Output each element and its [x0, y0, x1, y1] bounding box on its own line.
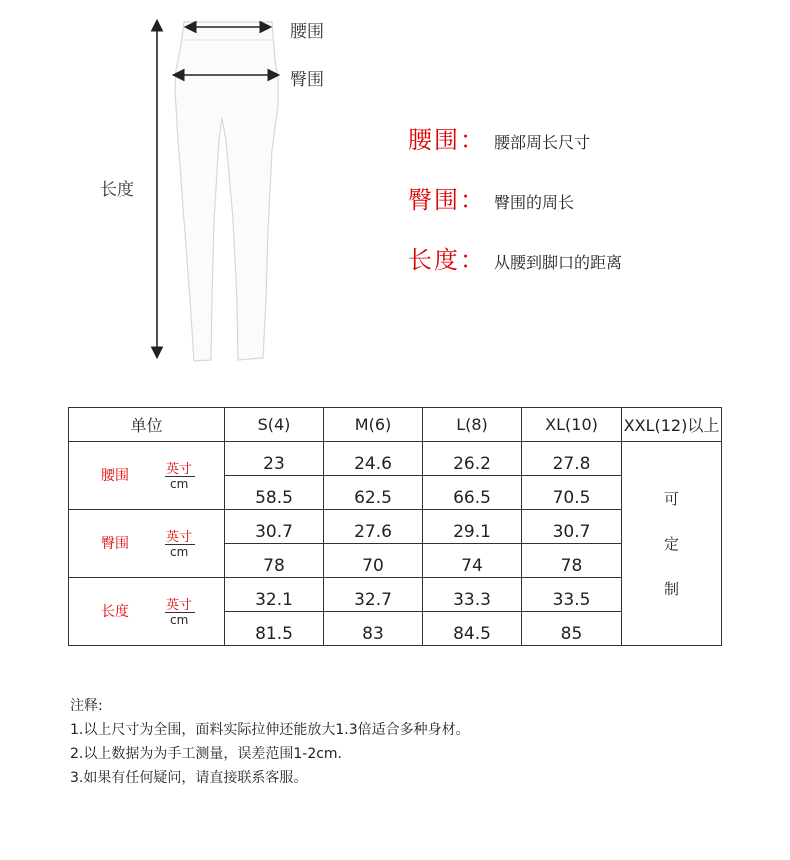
- size-table: [68, 407, 722, 646]
- table-cell: 32.1: [225, 578, 324, 612]
- definition-desc: 臀围的周长: [494, 193, 575, 212]
- header-cell-xl: XL(10): [522, 408, 622, 442]
- note-item: 1.以上尺寸为全围，面料实际拉伸还能放大1.3倍适合多种身材。: [70, 722, 470, 738]
- table-cell: 78: [225, 544, 324, 578]
- unit-inch: 英寸: [166, 530, 193, 545]
- hip-label: 臀围: [290, 70, 324, 90]
- table-cell: 24.6: [324, 442, 423, 476]
- table-cell: 30.7: [522, 510, 622, 544]
- row-header-waist: [69, 442, 225, 510]
- unit-inch: 英寸: [166, 462, 193, 477]
- size-diagram: [0, 0, 790, 380]
- measure-name: 臀围: [101, 536, 129, 552]
- custom-size-cell: [622, 442, 722, 646]
- table-cell: 27.8: [522, 442, 622, 476]
- measure-name: 长度: [101, 604, 129, 620]
- waist-label: 腰围: [290, 22, 324, 42]
- note-item: 3.如果有任何疑问，请直接联系客服。: [70, 770, 308, 786]
- length-label: 长度: [100, 180, 134, 200]
- table-cell: 32.7: [324, 578, 423, 612]
- table-cell: 74: [423, 544, 522, 578]
- notes-section: [70, 694, 470, 790]
- notes-title: 注释:: [70, 698, 103, 714]
- definition-colon: ：: [460, 246, 484, 274]
- table-row: [69, 442, 722, 476]
- row-header-length: [69, 578, 225, 646]
- definition-desc: 腰部周长尺寸: [494, 133, 591, 152]
- definition-colon: ：: [460, 186, 484, 214]
- definition-term: 臀围: [408, 186, 460, 214]
- unit-cm: cm: [170, 477, 189, 491]
- definition-term: 腰围: [408, 126, 460, 154]
- definition-desc: 从腰到脚口的距离: [494, 253, 623, 272]
- table-cell: 78: [522, 544, 622, 578]
- header-cell-m: M(6): [324, 408, 423, 442]
- header-cell-xxl: XXL(12)以上: [622, 408, 722, 442]
- header-cell-l: L(8): [423, 408, 522, 442]
- custom-char: 可: [663, 490, 679, 508]
- table-cell: 33.5: [522, 578, 622, 612]
- definition-waist: [408, 120, 590, 155]
- table-cell: 84.5: [423, 612, 522, 646]
- note-item: 2.以上数据为为手工测量，误差范围1-2cm.: [70, 746, 343, 762]
- definition-colon: ：: [460, 126, 484, 154]
- header-cell-unit: 单位: [69, 408, 225, 442]
- table-cell: 70.5: [522, 476, 622, 510]
- table-cell: 26.2: [423, 442, 522, 476]
- custom-char: 定: [663, 535, 679, 553]
- table-header-row: [69, 408, 722, 442]
- table-cell: 27.6: [324, 510, 423, 544]
- table-cell: 23: [225, 442, 324, 476]
- definition-length: [408, 240, 622, 275]
- definition-term: 长度: [408, 246, 460, 274]
- table-cell: 62.5: [324, 476, 423, 510]
- table-cell: 30.7: [225, 510, 324, 544]
- unit-cm: cm: [170, 545, 189, 559]
- table-cell: 81.5: [225, 612, 324, 646]
- measure-name: 腰围: [101, 468, 129, 484]
- custom-char: 制: [663, 580, 679, 598]
- table-cell: 58.5: [225, 476, 324, 510]
- unit-cm: cm: [170, 613, 189, 627]
- table-cell: 85: [522, 612, 622, 646]
- table-cell: 29.1: [423, 510, 522, 544]
- row-header-hip: [69, 510, 225, 578]
- table-cell: 66.5: [423, 476, 522, 510]
- header-cell-s: S(4): [225, 408, 324, 442]
- table-cell: 70: [324, 544, 423, 578]
- leggings-shape: [175, 22, 278, 361]
- definition-hip: [408, 180, 574, 215]
- table-cell: 33.3: [423, 578, 522, 612]
- unit-inch: 英寸: [166, 598, 193, 613]
- table-cell: 83: [324, 612, 423, 646]
